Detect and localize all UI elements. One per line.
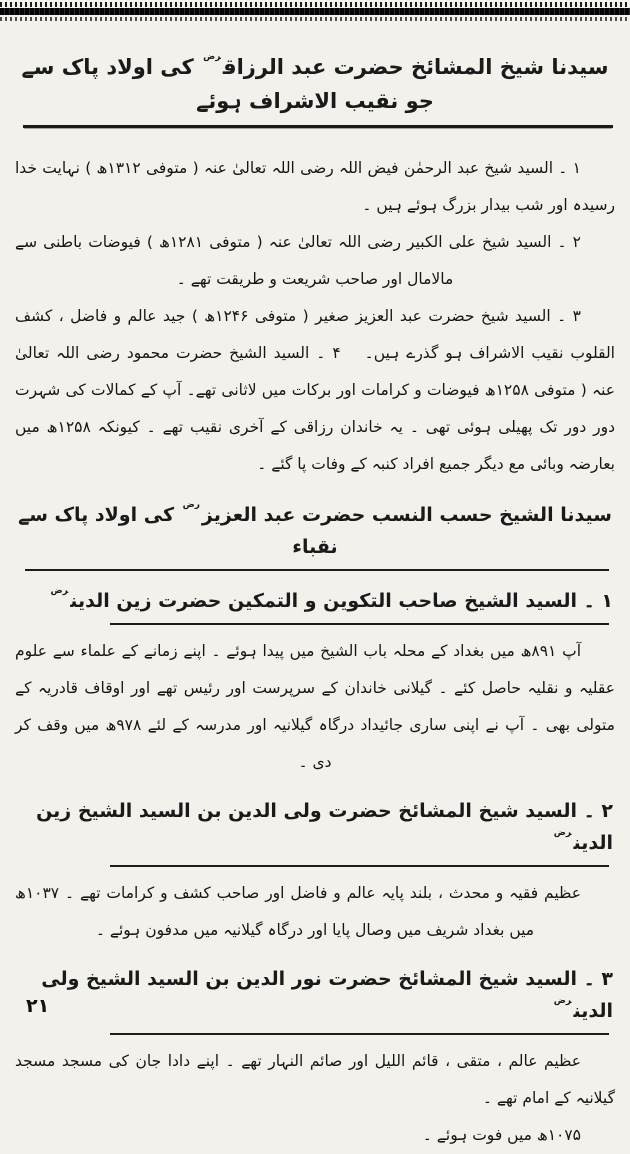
naqib-list-item-4: ۴ ۔ السید الشیخ حضرت محمود رضی اللہ تعالیٰ عنہ ( متوفی ۱۲۵۸ھ فیوضات و کرامات اور برکات میں لاثانی تھے۔ آپ کے کمالات کی شہرت دور دور تک پھیلی ہوئی تھی ۔ یہ خاندان رزاقی کے آخری نقیب تھے ۔ کیونکہ ۱۲۵۸ھ میں بعارضہ وبائی مع دیگر جمیع افراد کنبہ کے وفات پا گئے ۔ [15,344,616,474]
section-title-text-2: کی اولاد پاک سے نقباء [18,504,338,559]
page-number: ۲۱ [26,995,50,1017]
honorific-mark: رض [553,828,572,839]
honorific-mark: رض [182,499,200,510]
entry-2-body: عظیم فقیہ و محدث ، بلند پایہ عالم و فاضل اور صاحب کشف و کرامات تھے ۔ ۱۰۳۷ھ میں بغداد شریف میں وصال پایا اور درگاہ گیلانیہ میں مدفون ہوئے ۔ [15,884,581,940]
entry-3-body: عظیم عالم ، متقی ، قائم اللیل اور صائم النہار تھے ۔ اپنے دادا جان کی مسجد مسجد گیلانیہ کے امام تھے ۔ [15,1052,615,1108]
decorative-top-border [0,0,630,21]
section-title-underline [25,569,609,572]
entry-3-heading-text: ۳ ۔ السید شیخ المشائخ حضرت نور الدین بن السید الشیخ ولی الدین [41,968,613,1023]
border-dash-row [0,2,630,7]
border-solid-row [0,8,630,15]
page-title-text-2: کی اولاد پاک سے جو نقیب الاشراف ہوئے [21,55,434,113]
honorific-mark: رض [203,52,221,62]
entry-2-heading [17,795,613,860]
honorific-mark: رض [553,996,572,1007]
entry-3-closing-line: ۱۰۷۵ھ میں فوت ہوئے ۔ [422,1126,581,1145]
naqib-list-item-3: ۳ ۔ السید شیخ حضرت عبد العزیز صغیر ( متوفی ۱۲۴۶ھ ) جید عالم و فاضل ، کشف القلوب نقیب الاشراف ہو گذرے ہیں۔ [15,307,615,363]
entry-3-underline [110,1033,609,1036]
entry-1-heading-text: ۱ ۔ السید الشیخ صاحب التکوین و التمکین حضرت زین الدین [70,590,613,613]
entry-1-body: آپ ۸۹۱ھ میں بغداد کے محلہ باب الشیخ میں پیدا ہوئے ۔ اپنے زمانے کے علماء سے علوم عقلیہ و نقلیہ حاصل کئے ۔ گیلانی خاندان کے سرپرست اور رئیس تھے اور اوقاف قادریہ کے متولی بھی ۔ آپ نے اپنی ساری جائیداد درگاہ گیلانیہ اور مدرسہ کے لئے ۹۷۸ھ میں وقف کر دی ۔ [15,642,615,772]
section-title-text-1: سیدنا الشیخ حسب النسب حضرت عبد العزیز [201,504,612,527]
naqib-list-item-1: ۱ ۔ السید شیخ عبد الرحمٰن فیض اللہ رضی اللہ تعالیٰ عنہ ( متوفی ۱۳۱۲ھ ) نہایت خدا رسیدہ اور شب بیدار بزرگ ہوئے ہیں ۔ [15,159,615,215]
page-title-text-1: سیدنا شیخ المشائخ حضرت عبد الرزاق [222,55,609,79]
naqib-list-item-2: ۲ ۔ السید شیخ علی الکبیر رضی اللہ تعالیٰ عنہ ( متوفی ۱۲۸۱ھ ) فیوضات باطنی سے مالامال اور صاحب شریعت و طریقت تھے ۔ [15,233,581,289]
border-dash-row-light [0,17,630,21]
page-title [19,51,611,118]
title-underline [23,125,613,128]
honorific-mark: رض [50,585,69,596]
entry-1-underline [110,623,609,626]
section-title [17,499,613,564]
page-body [0,51,630,1154]
entry-2-heading-text: ۲ ۔ السید شیخ المشائخ حضرت ولی الدین بن السید الشیخ زین الدین [36,800,613,855]
naqib-list-items-3-4 [15,298,615,483]
entry-2-underline [110,865,609,868]
entry-3-heading [17,963,613,1028]
entry-1-heading [17,585,613,617]
